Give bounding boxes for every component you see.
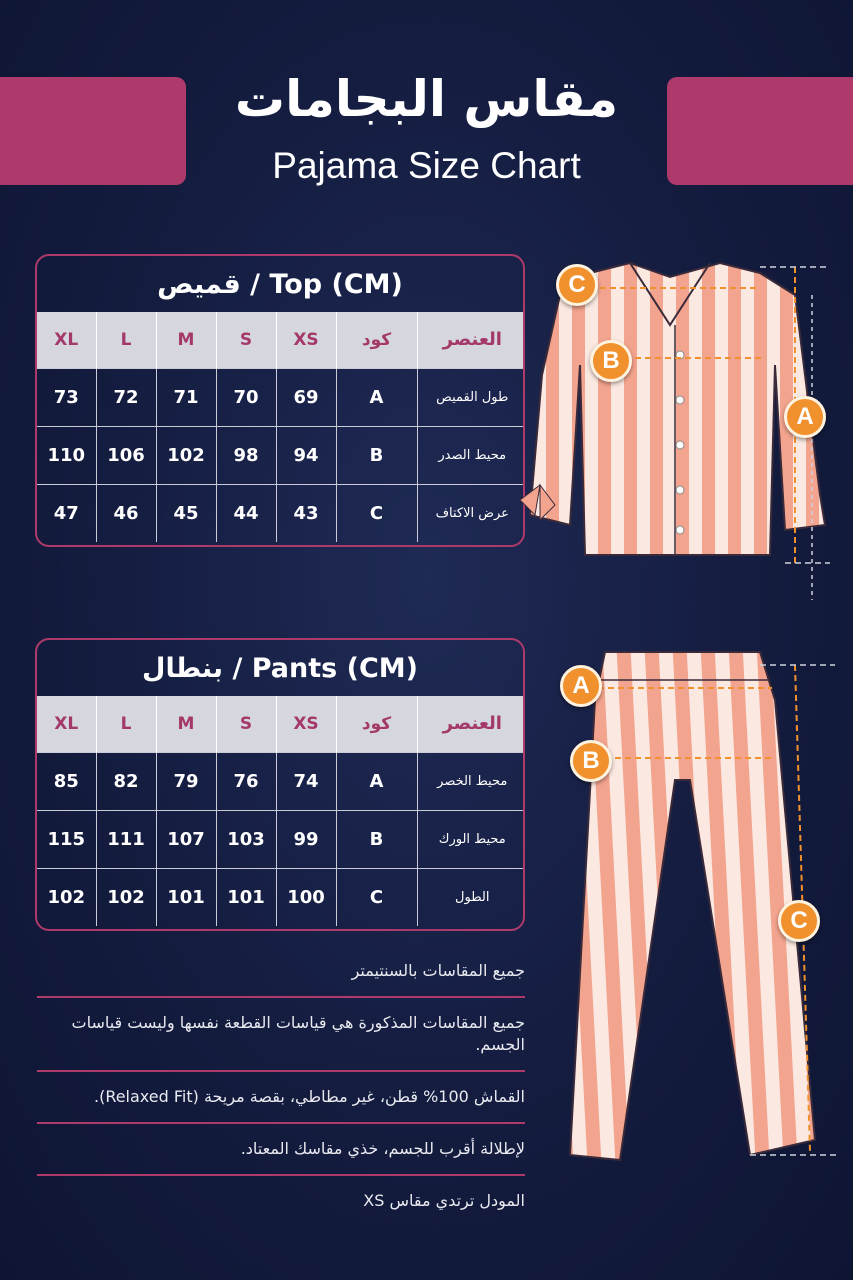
page-title-arabic: مقاس البجامات [234, 70, 619, 128]
note-divider [37, 996, 525, 998]
table-cell: 110 [37, 426, 96, 484]
table-cell-code: B [336, 810, 417, 868]
table-cell: 82 [96, 752, 156, 810]
header-band-left [0, 77, 186, 185]
note-item: جميع المقاسات بالسنتيمتر [351, 961, 525, 980]
table-cell: 102 [37, 868, 96, 926]
table-cell: 73 [37, 368, 96, 426]
table-cell: 46 [96, 484, 156, 542]
shirt-marker-a: A [784, 396, 826, 438]
table-cell-code: A [336, 752, 417, 810]
table-row [37, 868, 525, 926]
table-cell: 103 [216, 810, 276, 868]
header-l: L [96, 312, 156, 368]
table-cell: 79 [156, 752, 216, 810]
header-item: العنصر [417, 312, 525, 368]
header-xl: XL [37, 696, 96, 752]
table-cell: 74 [276, 752, 336, 810]
table-cell: 69 [276, 368, 336, 426]
table-cell: 98 [216, 426, 276, 484]
table-cell-item: الطول [417, 868, 525, 926]
note-divider [37, 1122, 525, 1124]
header-s: S [216, 696, 276, 752]
table-cell-item: طول القميص [417, 368, 525, 426]
table-header-row [37, 696, 525, 752]
header-code: كود [336, 696, 417, 752]
table-cell: 102 [96, 868, 156, 926]
table-cell: 100 [276, 868, 336, 926]
table-cell: 115 [37, 810, 96, 868]
note-item: المودل ترتدي مقاس XS [363, 1191, 525, 1210]
table-cell-item: محيط الصدر [417, 426, 525, 484]
table-cell: 72 [96, 368, 156, 426]
table-cell: 47 [37, 484, 96, 542]
header-band-right [667, 77, 853, 185]
pants-marker-c: C [778, 900, 820, 942]
table-cell: 43 [276, 484, 336, 542]
table-cell-item: محيط الورك [417, 810, 525, 868]
table-header-row [37, 312, 525, 368]
table-cell: 106 [96, 426, 156, 484]
table-cell: 101 [156, 868, 216, 926]
table-row [37, 368, 525, 426]
table-cell: 107 [156, 810, 216, 868]
table-cell: 85 [37, 752, 96, 810]
table-cell-item: محيط الخصر [417, 752, 525, 810]
header-xs: XS [276, 696, 336, 752]
table-cell-code: C [336, 868, 417, 926]
page-title-english: Pajama Size Chart [272, 145, 581, 186]
table-cell-item: عرض الاكتاف [417, 484, 525, 542]
note-divider [37, 1070, 525, 1072]
header-code: كود [336, 312, 417, 368]
note-divider [37, 1174, 525, 1176]
note-item: لإطلالة أقرب للجسم، خذي مقاسك المعتاد. [240, 1139, 525, 1158]
note-item: القماش 100% قطن، غير مطاطي، بقصة مريحة (Relaxed Fit). [93, 1087, 525, 1106]
table-cell: 99 [276, 810, 336, 868]
table-cell: 76 [216, 752, 276, 810]
table-cell: 101 [216, 868, 276, 926]
table-cell: 94 [276, 426, 336, 484]
shirt-marker-c: C [556, 264, 598, 306]
top-size-table [35, 254, 525, 547]
table-cell: 45 [156, 484, 216, 542]
table-cell: 71 [156, 368, 216, 426]
note-item: جميع المقاسات المذكورة هي قياسات القطعة نفسها وليست قياسات الجسم. [71, 1013, 525, 1054]
header-m: M [156, 312, 216, 368]
header-s: S [216, 312, 276, 368]
header-xl: XL [37, 312, 96, 368]
table-cell: 44 [216, 484, 276, 542]
table-cell: 70 [216, 368, 276, 426]
shirt-marker-b: B [590, 340, 632, 382]
table-cell: 111 [96, 810, 156, 868]
header-l: L [96, 696, 156, 752]
top-table-title: Top (CM) / قميص [157, 268, 403, 300]
table-row [37, 426, 525, 484]
header-m: M [156, 696, 216, 752]
table-cell-code: B [336, 426, 417, 484]
table-row [37, 810, 525, 868]
pants-size-table [35, 638, 525, 931]
table-cell-code: A [336, 368, 417, 426]
pants-marker-b: B [570, 740, 612, 782]
notes-list [37, 950, 525, 1222]
pants-table-title: Pants (CM) / بنطال [142, 652, 418, 684]
table-cell: 102 [156, 426, 216, 484]
table-row [37, 484, 525, 542]
header-xs: XS [276, 312, 336, 368]
pants-marker-a: A [560, 665, 602, 707]
header-item: العنصر [417, 696, 525, 752]
table-cell-code: C [336, 484, 417, 542]
table-row [37, 752, 525, 810]
